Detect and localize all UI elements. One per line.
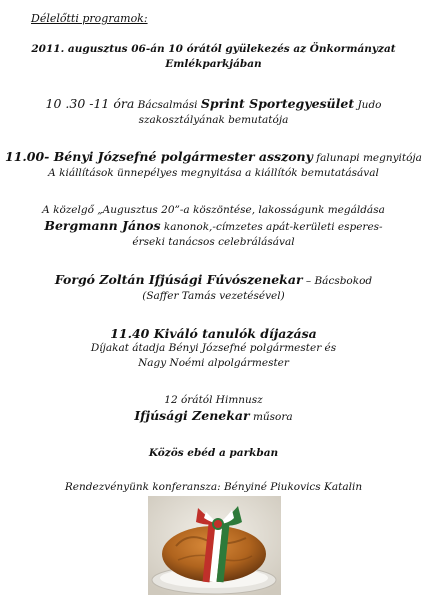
opening-line-1 <box>0 149 427 166</box>
program-item-judo <box>0 96 427 128</box>
program-item-blessing <box>0 203 427 250</box>
band-name: Forgó Zoltán Ifjúsági Fúvószenekar <box>54 272 303 287</box>
opening-lead-suffix: falunapi megnyitója <box>316 152 422 164</box>
judo-club: Sprint Sportegyesület <box>200 96 355 111</box>
judo-place: Bácsalmási <box>137 99 198 111</box>
blessing-line-3: érseki tanácsos celebrálásával <box>132 236 295 248</box>
host-line <box>0 480 427 495</box>
program-item-gathering <box>0 42 427 72</box>
band-line-2: (Saffer Tamás vezetésével) <box>142 290 285 302</box>
blessing-line-2 <box>0 218 427 235</box>
bread-photo <box>148 496 281 595</box>
opening-lead: 11.00- Bényi Józsefné polgármester asszony <box>5 149 313 164</box>
program-item-anthem <box>0 393 427 425</box>
anthem-line-2 <box>0 408 427 425</box>
anthem-line-1: 12 órától Himnusz <box>164 394 263 406</box>
program-item-band <box>0 272 427 304</box>
judo-time: 10 .30 -11 óra <box>45 96 135 111</box>
judo-line-1 <box>0 96 427 113</box>
band-origin: – Bácsbokod <box>305 275 373 287</box>
gathering-line-1: 2011. augusztus 06-án 10 órától gyülekezés az Önkormányzat <box>31 43 396 55</box>
program-item-lunch <box>0 446 427 461</box>
anthem-band-suffix: műsora <box>252 411 293 423</box>
lunch-line: Közös ebéd a parkban <box>148 447 279 459</box>
program-item-opening <box>0 149 427 181</box>
band-line-1 <box>0 272 427 289</box>
section-heading: Délelőtti programok: <box>31 12 148 25</box>
anthem-band: Ifjúsági Zenekar <box>134 408 250 423</box>
bread-illustration <box>148 496 281 595</box>
judo-club-suffix: Judo <box>357 99 382 111</box>
awards-line-2: Díjakat átadja Bényi Józsefné polgármester és <box>90 342 337 354</box>
awards-title: 11.40 Kiváló tanulók díjazása <box>110 326 317 341</box>
program-item-awards <box>0 326 427 371</box>
blessing-title: kanonok,-címzetes apát-kerületi esperes- <box>163 221 383 233</box>
opening-line-2: A kiállítások ünnepélyes megnyitása a kiállítók bemutatásával <box>48 167 379 179</box>
blessing-line-1: A közelgő „Augusztus 20”-a köszöntése, lakosságunk megáldása <box>42 204 385 216</box>
awards-line-3: Nagy Noémi alpolgármester <box>138 357 289 369</box>
gathering-line-2: Emlékparkjában <box>165 58 262 70</box>
host-text: Rendezvényünk konferansza: Bényiné Piukovics Katalin <box>64 481 363 493</box>
blessing-name: Bergmann János <box>44 218 161 233</box>
judo-line-2: szakosztályának bemutatója <box>138 114 289 126</box>
